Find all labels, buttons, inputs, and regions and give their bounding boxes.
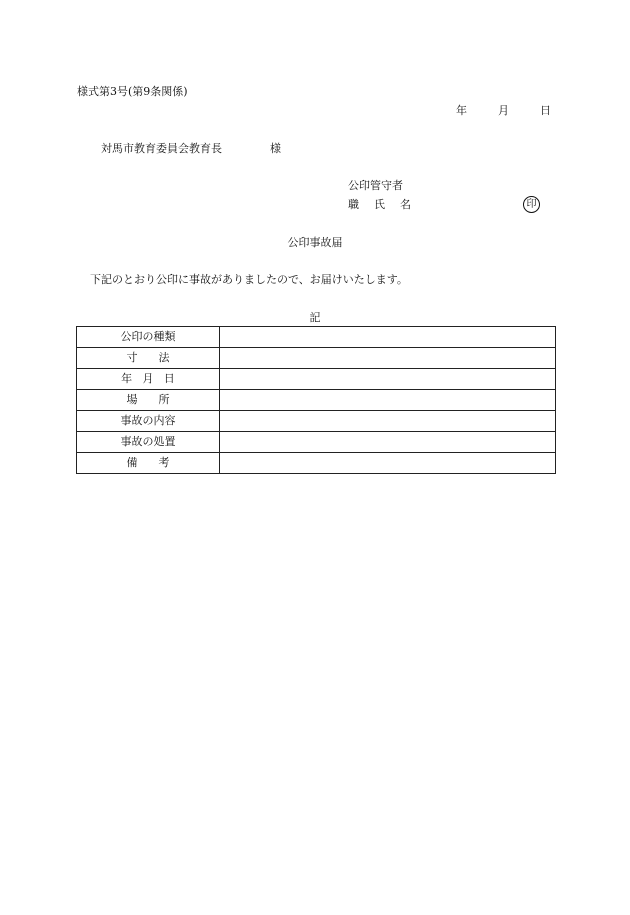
row-label — [77, 411, 220, 432]
row-label-text — [116, 351, 180, 365]
addressee-name: 対馬市教育委員会教育長 — [101, 142, 222, 155]
table-row — [77, 453, 556, 474]
row-label-part: 場 — [126, 393, 138, 406]
row-label-part: 年 — [121, 372, 133, 385]
table-row — [77, 411, 556, 432]
custodian-label: 公印管守者 — [348, 179, 403, 192]
row-label-text — [77, 414, 219, 428]
table-row — [77, 390, 556, 411]
row-value-field[interactable] — [220, 327, 556, 348]
name-label-shoku: 職 — [348, 198, 359, 211]
row-label-part: 備 — [126, 456, 138, 469]
row-value-field[interactable] — [220, 348, 556, 369]
addressee-honorific: 様 — [270, 142, 281, 155]
row-label-part: 法 — [158, 351, 170, 364]
row-label-part: 事故の処置 — [120, 435, 176, 448]
ki-label: 記 — [309, 311, 321, 324]
table-row — [77, 348, 556, 369]
row-value-field[interactable] — [220, 411, 556, 432]
custodian-name-label — [348, 198, 411, 212]
date-year: 年 — [456, 104, 467, 117]
row-label-part: 事故の内容 — [120, 414, 176, 427]
row-label-text — [116, 393, 180, 407]
form-number: 様式第3号(第9条関係) — [77, 85, 188, 98]
row-label — [77, 327, 220, 348]
row-label-part: 考 — [158, 456, 170, 469]
row-label-part: 日 — [163, 372, 175, 385]
document-title: 公印事故届 — [287, 236, 343, 249]
table-row — [77, 369, 556, 390]
incident-table — [76, 326, 556, 474]
row-label-part: 月 — [142, 372, 154, 385]
row-label-text — [77, 330, 219, 344]
date-line — [456, 104, 551, 118]
row-label — [77, 348, 220, 369]
row-label — [77, 390, 220, 411]
seal-mark: 印 — [523, 196, 540, 213]
row-value-field[interactable] — [220, 432, 556, 453]
row-label-part: 公印の種類 — [120, 330, 176, 343]
row-value-field[interactable] — [220, 390, 556, 411]
row-value-field[interactable] — [220, 453, 556, 474]
row-label-text — [116, 456, 180, 470]
date-month: 月 — [498, 104, 509, 117]
row-label — [77, 453, 220, 474]
row-label-part: 所 — [158, 393, 170, 406]
row-label-text — [77, 435, 219, 449]
name-label-shi: 氏 — [374, 198, 385, 211]
name-label-mei: 名 — [400, 198, 411, 211]
date-day: 日 — [540, 104, 551, 117]
row-label-text — [116, 372, 180, 386]
addressee — [101, 142, 281, 156]
row-label — [77, 369, 220, 390]
table-row — [77, 432, 556, 453]
row-label — [77, 432, 220, 453]
row-value-field[interactable] — [220, 369, 556, 390]
row-label-part: 寸 — [126, 351, 138, 364]
body-text: 下記のとおり公印に事故がありましたので、お届けいたします。 — [90, 273, 408, 286]
table-row — [77, 327, 556, 348]
